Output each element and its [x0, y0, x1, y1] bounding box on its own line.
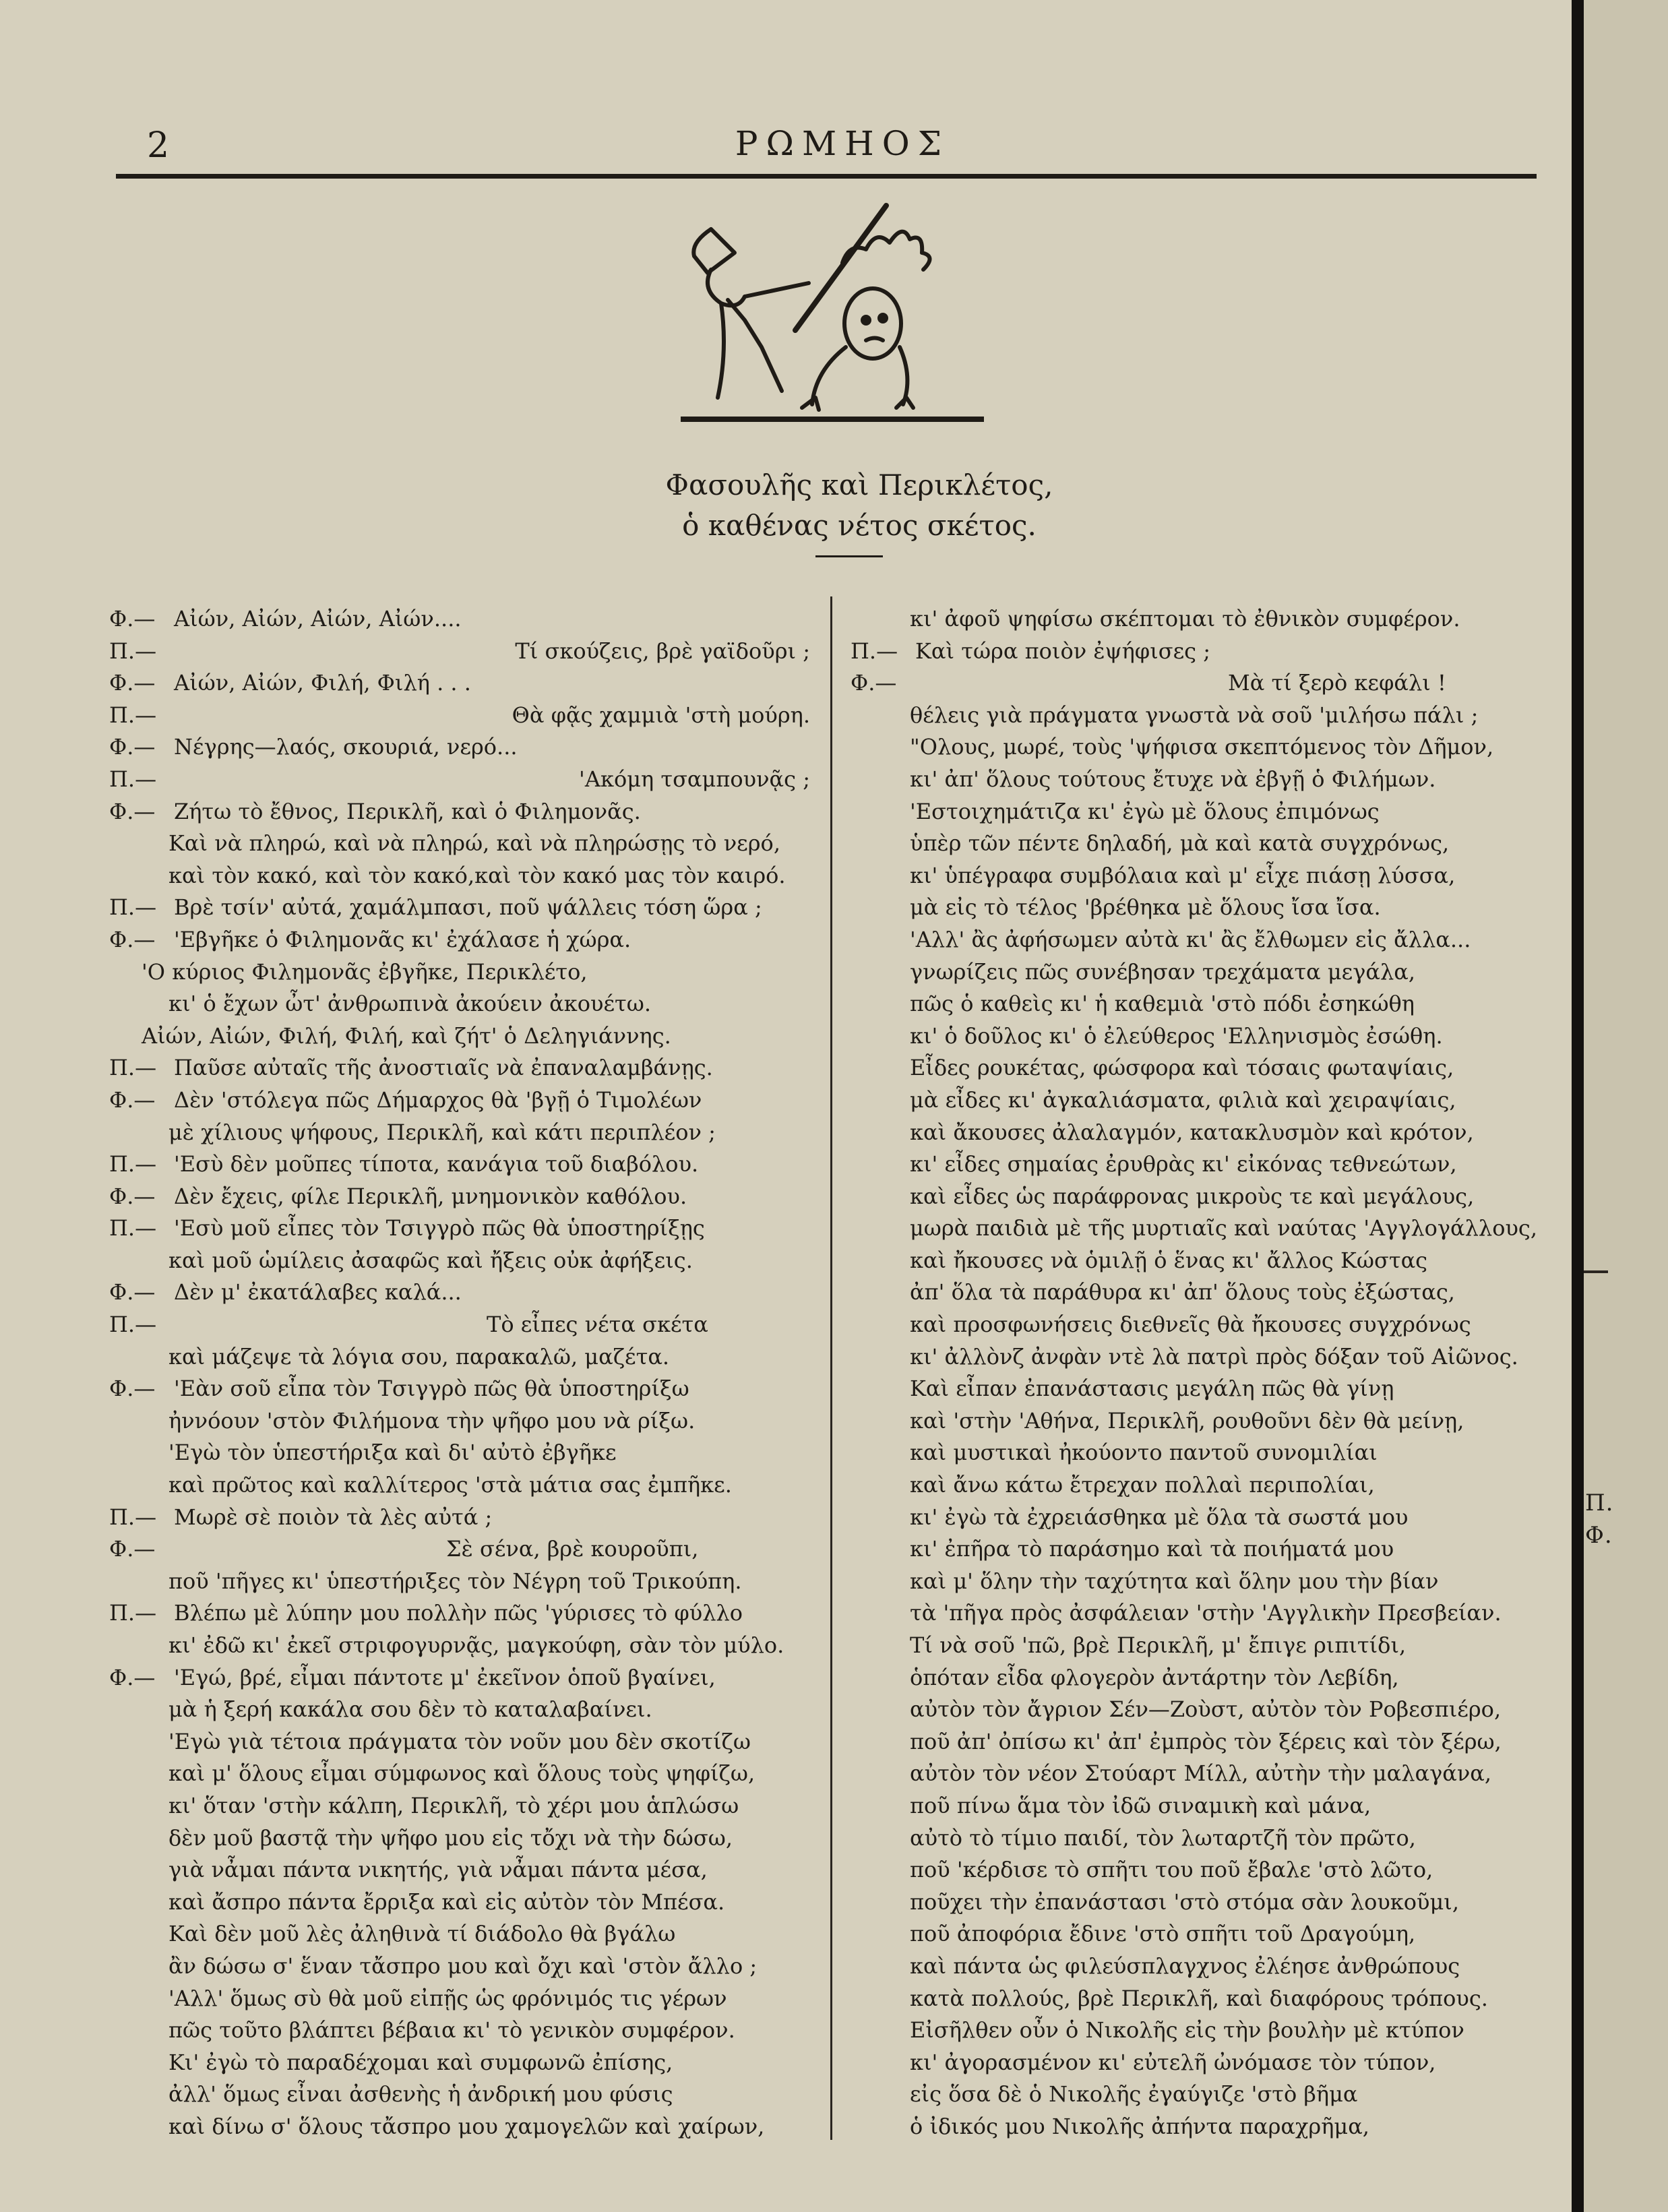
verse-line [851, 1502, 1551, 1534]
verse-line [851, 1212, 1551, 1245]
verse-line [109, 2111, 810, 2143]
speaker-label: Φ.— [109, 1376, 156, 1402]
speaker-label: Φ.— [109, 1664, 156, 1690]
verse-text: Βρὲ τσίν' αὐτά, χαμάλμπασι, ποῦ ψάλλεις τόση ὥρα ; [174, 894, 762, 921]
verse-line [109, 1373, 810, 1405]
verse-line [109, 1084, 810, 1117]
verse-line [109, 828, 810, 860]
verse-line [109, 1437, 810, 1469]
verse-text: κι' ἐπῆρα τὸ παράσημο καὶ τὰ ποιήματά μου [910, 1536, 1394, 1562]
next-page-speaker-2: Φ. [1585, 1522, 1613, 1549]
verse-line [109, 636, 810, 668]
verse-text: καὶ πρῶτος καὶ καλλίτερος 'στὰ μάτια σας ἐμπῆκε. [168, 1472, 732, 1498]
verse-text: αὐτὸν τὸν ἄγριον Σέν—Ζοὺστ, αὐτὸν τὸν Ροβεσπιέρο, [910, 1696, 1502, 1723]
verse-text: ποῦ ἀπ' ὀπίσω κι' ἀπ' ἐμπρὸς τὸν ξέρεις καὶ τὸν ξέρω, [910, 1728, 1502, 1754]
verse-line [109, 667, 810, 700]
verse-text: μωρὰ παιδιὰ μὲ τῆς μυρτιαῖς καὶ ναύτας 'Αγγλογάλλους, [910, 1215, 1537, 1241]
speaker-label: Π.— [109, 1151, 157, 1177]
verse-line [109, 1502, 810, 1534]
verse-line [851, 1052, 1551, 1084]
verse-text: κι' εἶδες σημαίας ἐρυθρὰς κι' εἰκόνας τεθνεώτων, [910, 1151, 1457, 1177]
verse-text: ἂν δώσω σ' ἕναν τἄσπρο μου καὶ ὄχι καὶ 'στὸν ἄλλο ; [168, 1953, 758, 1979]
verse-line [851, 1950, 1551, 1983]
binding-gutter [1572, 0, 1584, 2212]
verse-text: πῶς ὁ καθεὶς κι' ἡ καθεμιὰ 'στὸ πόδι ἐσηκώθη [910, 991, 1415, 1017]
verse-text: θέλεις γιὰ πράγματα γνωστὰ νὰ σοῦ 'μιλήσω πάλι ; [910, 702, 1479, 728]
speaker-label: Φ.— [109, 1086, 156, 1113]
verse-text-right: 'Ακόμη τσαμπουνᾷς ; [579, 766, 810, 792]
verse-line [109, 1983, 810, 2015]
right-column [851, 603, 1551, 2143]
verse-line [851, 636, 1551, 668]
verse-text: Τί νὰ σοῦ 'πῶ, βρὲ Περικλῆ, μ' ἔπιγε ριπιτίδι, [910, 1632, 1407, 1658]
verse-line [109, 1886, 810, 1919]
verse-text: τὰ 'πῆγα πρὸς ἀσφάλειαν 'στὴν 'Αγγλικὴν Πρεσβείαν. [910, 1600, 1502, 1626]
verse-text: μὰ ἡ ξερή κακάλα σου δὲν τὸ καταλαβαίνει. [168, 1696, 652, 1723]
verse-text: Καὶ εἶπαν ἐπανάστασις μεγάλη πῶς θὰ γίνῃ [910, 1376, 1394, 1402]
caption-line-2: ὁ καθένας νέτος σκέτος. [682, 509, 1037, 542]
verse-line [851, 1886, 1551, 1919]
journal-title: ΡΩΜΗΟΣ [735, 124, 950, 163]
next-page-speaker-1: Π. [1585, 1489, 1614, 1516]
verse-text: ἀλλ' ὅμως εἶναι ἀσθενὴς ἡ ἀνδρική μου φύσις [168, 2081, 673, 2108]
verse-text: 'Αλλ' ἂς ἀφήσωμεν αὐτὰ κι' ἂς ἔλθωμεν εἰς ἄλλα... [910, 926, 1471, 952]
verse-text: 'Εσὺ μοῦ εἶπες τὸν Τσιγγρὸ πῶς θὰ ὑποστηρίξῃς [174, 1215, 705, 1241]
verse-line [109, 1117, 810, 1149]
verse-line [109, 1918, 810, 1950]
verse-text: καὶ ἄσπρο πάντα ἔρριξα καὶ εἰς αὐτὸν τὸν Μπέσα. [168, 1888, 725, 1915]
verse-text: πῶς τοῦτο βλάπτει βέβαια κι' τὸ γενικὸν συμφέρον. [168, 2017, 735, 2044]
verse-text: κατὰ πολλούς, βρὲ Περικλῆ, καὶ διαφόρους τρόπους. [910, 1985, 1488, 2011]
verse-line [109, 2015, 810, 2047]
verse-line [109, 1277, 810, 1309]
verse-text: Εἰσῆλθεν οὖν ὁ Νικολῆς εἰς τὴν βουλὴν μὲ κτύπον [910, 2017, 1464, 2044]
verse-line [109, 1758, 810, 1790]
verse-text: ποῦ πίνω ἅμα τὸν ἰδῶ σιναμικὴ καὶ μάνα, [910, 1792, 1371, 1818]
verse-text: εἰς ὅσα δὲ ὁ Νικολῆς ἐγαύγιζε 'στὸ βῆμα [910, 2081, 1358, 2108]
speaker-label: Π.— [851, 638, 898, 664]
verse-line [109, 1245, 810, 1277]
verse-text: Αἰών, Αἰών, Φιλή, Φιλή, καὶ ζήτ' ὁ Δεληγιάννης. [142, 1022, 671, 1049]
verse-text: ὁπόταν εἶδα φλογερὸν ἀντάρτην τὸν Λεβίδη, [910, 1664, 1399, 1690]
verse-text: κι' ὅταν 'στὴν κάλπη, Περικλῆ, τὸ χέρι μου ἁπλώσω [168, 1792, 739, 1818]
verse-line [851, 1181, 1551, 1213]
verse-text: κι' ἀπ' ὅλους τούτους ἔτυχε νὰ ἐβγῇ ὁ Φιλήμων. [910, 766, 1436, 792]
verse-text: καὶ εἶδες ὡς παράφρονας μικροὺς τε καὶ μεγάλους, [910, 1183, 1475, 1209]
verse-text: ὑπὲρ τῶν πέντε δηλαδή, μὰ καὶ κατὰ συγχρόνως, [910, 830, 1450, 857]
verse-text: Καὶ τώρα ποιὸν ἐψήφισες ; [915, 638, 1211, 664]
verse-text: Αἰών, Αἰών, Αἰών, Αἰών.... [174, 606, 462, 632]
verse-text: ποῦχει τὴν ἐπανάστασι 'στὸ στόμα σὰν λουκοῦμι, [910, 1888, 1460, 1915]
speaker-label: Φ.— [109, 1183, 156, 1209]
verse-text: 'Εγὼ τὸν ὑπεστήριξα καὶ δι' αὐτὸ ἐβγῆκε [168, 1440, 617, 1466]
verse-line [109, 1566, 810, 1598]
verse-line [851, 1566, 1551, 1598]
verse-line [851, 667, 1551, 700]
verse-line [109, 1694, 810, 1726]
verse-line [851, 2015, 1551, 2047]
verse-line [109, 700, 810, 732]
verse-line [109, 956, 810, 989]
verse-line [109, 1822, 810, 1855]
header-rule [116, 174, 1537, 179]
speaker-label: Π.— [109, 638, 157, 664]
verse-text: καὶ μοῦ ὡμίλεις ἀσαφῶς καὶ ἤξεις οὐκ ἀφήξεις. [168, 1247, 693, 1273]
verse-line [851, 956, 1551, 989]
next-page-edge [1584, 0, 1668, 2212]
verse-line [109, 1341, 810, 1374]
verse-text: αὐτὸν τὸν νέον Στούαρτ Μίλλ, αὐτὴν τὴν μαλαγάνα, [910, 1760, 1492, 1787]
verse-text: ἀπ' ὅλα τὰ παράθυρα κι' ἀπ' ὅλους τοὺς ἐξώστας, [910, 1279, 1455, 1305]
verse-line [851, 1694, 1551, 1726]
speaker-label: Φ.— [109, 1279, 156, 1305]
verse-line [851, 1790, 1551, 1822]
verse-line [851, 1020, 1551, 1053]
verse-line [851, 1918, 1551, 1950]
speaker-label: Φ.— [851, 670, 897, 696]
verse-text: κι' ἐδῶ κι' ἐκεῖ στριφογυρνᾷς, μαγκούφη, σὰν τὸν μύλο. [168, 1632, 784, 1658]
verse-text: ἠννόουν 'στὸν Φιλήμονα τὴν ψῆφο μου νὰ ρίξω. [168, 1407, 696, 1434]
verse-line [109, 924, 810, 956]
verse-text-right: Τί σκούζεις, βρὲ γαϊδοῦρι ; [515, 638, 810, 664]
verse-text-right: Θὰ φᾷς χαμμιὰ 'στὴ μούρη. [512, 702, 810, 728]
verse-line [109, 1597, 810, 1630]
verse-text: Ζήτω τὸ ἔθνος, Περικλῆ, καὶ ὁ Φιλημονᾶς. [174, 798, 641, 824]
verse-text: καὶ δίνω σ' ὅλους τἄσπρο μου χαμογελῶν καὶ χαίρων, [168, 2113, 765, 2139]
verse-text-right: Τὸ εἶπες νέτα σκέτα [487, 1312, 708, 1338]
verse-line [109, 988, 810, 1020]
speaker-label: Φ.— [109, 734, 156, 760]
verse-text: μὲ χίλιους ψήφους, Περικλῆ, καὶ κάτι περιπλέον ; [168, 1119, 716, 1145]
verse-line [851, 828, 1551, 860]
verse-text: καὶ μυστικαὶ ἠκούοντο παντοῦ συνομιλίαι [910, 1440, 1378, 1466]
verse-line [851, 1148, 1551, 1181]
verse-text: ποῦ ἀποφόρια ἔδινε 'στὸ σπῆτι τοῦ Δραγούμη, [910, 1921, 1416, 1947]
verse-line [851, 1469, 1551, 1502]
verse-line [851, 1597, 1551, 1630]
verse-line [851, 1405, 1551, 1438]
verse-line [851, 924, 1551, 956]
cartoon-caption [607, 465, 1112, 546]
verse-line [109, 1405, 810, 1438]
verse-line [851, 860, 1551, 892]
verse-text: Δὲν ἔχεις, φίλε Περικλῆ, μνημονικὸν καθόλου. [174, 1183, 687, 1209]
verse-text: Δὲν 'στόλεγα πῶς Δήμαρχος θὰ 'βγῇ ὁ Τιμολέων [174, 1086, 702, 1113]
verse-line [109, 1181, 810, 1213]
verse-line [851, 764, 1551, 796]
verse-line [109, 2079, 810, 2111]
verse-line [851, 731, 1551, 764]
cartoon-illustration [681, 202, 984, 435]
verse-line [851, 1854, 1551, 1886]
verse-line [109, 1630, 810, 1662]
verse-text: καὶ μ' ὅλην τὴν ταχύτητα καὶ ὅλην μου τὴν βίαν [910, 1568, 1439, 1594]
verse-text: 'Εγὼ γιὰ τέτοια πράγματα τὸν νοῦν μου δὲν σκοτίζω [168, 1728, 751, 1754]
verse-line [851, 2047, 1551, 2079]
speaker-label: Π.— [109, 1312, 157, 1338]
verse-text: καὶ μάζεψε τὰ λόγια σου, παρακαλῶ, μαζέτα. [168, 1343, 670, 1370]
verse-line [109, 2047, 810, 2079]
verse-line [109, 603, 810, 636]
speaker-label: Π.— [109, 1055, 157, 1081]
verse-text: καὶ ἄκουσες ἀλαλαγμόν, κατακλυσμὸν καὶ κρότον, [910, 1119, 1474, 1145]
verse-line [851, 603, 1551, 636]
speaker-label: Π.— [109, 1504, 157, 1530]
verse-line [109, 1950, 810, 1983]
verse-line [851, 1630, 1551, 1662]
verse-text: κι' ἀφοῦ ψηφίσω σκέπτομαι τὸ ἐθνικὸν συμφέρον. [910, 606, 1460, 632]
verse-text: γνωρίζεις πῶς συνέβησαν τρεχάματα μεγάλα, [910, 958, 1416, 985]
verse-line [851, 1533, 1551, 1566]
verse-text: ποῦ 'κέρδισε τὸ σπῆτι του ποῦ ἔβαλε 'στὸ λῶτο, [910, 1857, 1433, 1883]
verse-line [109, 1052, 810, 1084]
verse-text: Μωρὲ σὲ ποιὸν τὰ λὲς αὐτά ; [174, 1504, 493, 1530]
verse-line [109, 764, 810, 796]
verse-line [851, 1373, 1551, 1405]
verse-line [109, 1469, 810, 1502]
verse-line [851, 2079, 1551, 2111]
verse-text: γιὰ νἆμαι πάντα νικητής, γιὰ νἆμαι πάντα μέσα, [168, 1857, 708, 1883]
verse-line [109, 1212, 810, 1245]
verse-text: κι' ἀγορασμένον κι' εὐτελῆ ὠνόμασε τὸν τύπον, [910, 2049, 1436, 2075]
verse-line [851, 988, 1551, 1020]
verse-line [851, 1341, 1551, 1374]
verse-text: αὐτὸ τὸ τίμιο παιδί, τὸν λωταρτζῆ τὸν πρῶτο, [910, 1824, 1416, 1851]
speaker-label: Φ.— [109, 926, 156, 952]
verse-line [851, 1983, 1551, 2015]
verse-text: ὁ ἰδικός μου Νικολῆς ἀπήντα παραχρῆμα, [910, 2113, 1369, 2139]
verse-line [851, 892, 1551, 924]
verse-text: δὲν μοῦ βαστᾷ τὴν ψῆφο μου εἰς τὄχι νὰ τὴν δώσω, [168, 1824, 733, 1851]
verse-line [851, 1309, 1551, 1341]
speaker-label: Π.— [109, 1215, 157, 1241]
verse-text: 'Εβγῆκε ὁ Φιλημονᾶς κι' ἐχάλασε ἡ χώρα. [174, 926, 631, 952]
verse-text: κι' ὁ ἔχων ὦτ' ἀνθρωπινὰ ἀκούειν ἀκουέτω. [168, 991, 651, 1017]
verse-text: καὶ ἤκουσες νὰ ὁμιλῇ ὁ ἕνας κι' ἄλλος Κώστας [910, 1247, 1428, 1273]
verse-line [851, 1726, 1551, 1758]
verse-text: Δὲν μ' ἐκατάλαβες καλά... [174, 1279, 462, 1305]
verse-text: καὶ τὸν κακό, καὶ τὸν κακό,καὶ τὸν κακό μας τὸν καιρό. [168, 862, 786, 888]
page-number: 2 [147, 125, 170, 166]
verse-text: 'Εστοιχημάτιζα κι' ἐγὼ μὲ ὅλους ἐπιμόνως [910, 798, 1380, 824]
verse-line [109, 1020, 810, 1053]
verse-line [851, 1822, 1551, 1855]
verse-text: "Ολους, μωρέ, τοὺς 'ψήφισα σκεπτόμενος τὸν Δῆμον, [910, 734, 1494, 760]
verse-text: καὶ ἄνω κάτω ἔτρεχαν πολλαὶ περιπολίαι, [910, 1472, 1375, 1498]
verse-line [851, 796, 1551, 828]
verse-line [851, 700, 1551, 732]
verse-text-right: Σὲ σένα, βρὲ κουροῦπι, [446, 1536, 699, 1562]
verse-line [109, 1726, 810, 1758]
verse-text: ποῦ 'πῆγες κι' ὑπεστήριξες τὸν Νέγρη τοῦ Τρικούπη. [168, 1568, 742, 1594]
verse-text: κι' ἀλλὸνζ ἀνφὰν ντὲ λὰ πατρὶ πρὸς δόξαν τοῦ Αἰῶνος. [910, 1343, 1518, 1370]
verse-text: Βλέπω μὲ λύπην μου πολλὴν πῶς 'γύρισες τὸ φύλλο [174, 1600, 743, 1626]
verse-text: καὶ μ' ὅλους εἶμαι σύμφωνος καὶ ὅλους τοὺς ψηφίζω, [168, 1760, 755, 1787]
verse-line [851, 1245, 1551, 1277]
verse-text: κι' ὁ δοῦλος κι' ὁ ἐλεύθερος 'Ελληνισμὸς ἐσώθη. [910, 1022, 1443, 1049]
verse-text: 'Εγώ, βρέ, εἶμαι πάντοτε μ' ἐκεῖνον ὁποῦ βγαίνει, [174, 1664, 716, 1690]
speaker-label: Π.— [109, 1600, 157, 1626]
speaker-label: Π.— [109, 766, 157, 792]
speaker-label: Π.— [109, 702, 157, 728]
verse-text: μὰ εἰς τὸ τέλος 'βρέθηκα μὲ ὅλους ἴσα ἴσα. [910, 894, 1381, 921]
verse-text: καὶ πάντα ὡς φιλεύσπλαγχνος ἐλέησε ἀνθρώπους [910, 1953, 1460, 1979]
left-column [109, 603, 810, 2143]
verse-text: Καὶ νὰ πληρώ, καὶ νὰ πληρώ, καὶ νὰ πληρώσῃς τὸ νερό, [168, 830, 780, 857]
speaker-label: Φ.— [109, 606, 156, 632]
speaker-label: Φ.— [109, 1536, 156, 1562]
verse-text: καὶ προσφωνήσεις διεθνεῖς θὰ ἤκουσες συγχρόνως [910, 1312, 1471, 1338]
verse-text: 'Αλλ' ὅμως σὺ θὰ μοῦ εἰπῇς ὡς φρόνιμός τις γέρων [168, 1985, 727, 2011]
verse-text: 'Εσὺ δὲν μοῦπες τίποτα, κανάγια τοῦ διαβόλου. [174, 1151, 699, 1177]
verse-line [851, 1277, 1551, 1309]
caption-rule [815, 555, 883, 557]
column-divider [830, 596, 832, 2140]
verse-line [109, 860, 810, 892]
verse-line [851, 1437, 1551, 1469]
verse-line [109, 796, 810, 828]
verse-text-right: Μὰ τί ξερὸ κεφάλι ! [1228, 670, 1446, 696]
verse-text: 'Εὰν σοῦ εἶπα τὸν Τσιγγρὸ πῶς θὰ ὑποστηρίξω [174, 1376, 689, 1402]
speaker-label: Π.— [109, 894, 157, 921]
verse-line [109, 892, 810, 924]
caption-line-1: Φασουλῆς καὶ Περικλέτος, [665, 468, 1053, 501]
verse-line [109, 1148, 810, 1181]
verse-line [109, 1662, 810, 1694]
verse-text: μὰ εἶδες κι' ἀγκαλιάσματα, φιλιὰ καὶ χειραψίαις, [910, 1086, 1456, 1113]
verse-text: Αἰών, Αἰών, Φιλή, Φιλή . . . [174, 670, 471, 696]
verse-text: κι' ἐγὼ τὰ ἐχρειάσθηκα μὲ ὅλα τὰ σωστά μου [910, 1504, 1409, 1530]
verse-line [109, 731, 810, 764]
verse-text: 'Ο κύριος Φιλημονᾶς ἐβγῆκε, Περικλέτο, [142, 958, 588, 985]
verse-line [851, 1662, 1551, 1694]
speaker-label: Φ.— [109, 798, 156, 824]
verse-line [851, 2111, 1551, 2143]
verse-text: Παῦσε αὐταῖς τῆς ἀνοστιαῖς νὰ ἐπαναλαμβάνῃς. [174, 1055, 713, 1081]
verse-line [851, 1117, 1551, 1149]
verse-line [109, 1854, 810, 1886]
verse-line [109, 1533, 810, 1566]
next-page-rule [1584, 1270, 1608, 1273]
verse-line [851, 1084, 1551, 1117]
verse-line [109, 1790, 810, 1822]
verse-text: Εἶδες ρουκέτας, φώσφορα καὶ τόσαις φωταψίαις, [910, 1055, 1454, 1081]
verse-text: κι' ὑπέγραφα συμβόλαια καὶ μ' εἶχε πιάσῃ λύσσα, [910, 862, 1456, 888]
verse-text: Καὶ δὲν μοῦ λὲς ἀληθινὰ τί διάδολο θὰ βγάλω [168, 1921, 676, 1947]
speaker-label: Φ.— [109, 670, 156, 696]
verse-text: Νέγρης—λαός, σκουριά, νερό... [174, 734, 518, 760]
verse-line [851, 1758, 1551, 1790]
verse-text: καὶ 'στὴν 'Αθήνα, Περικλῆ, ρουθοῦνι δὲν θὰ μείνῃ, [910, 1407, 1464, 1434]
verse-text: Κι' ἐγὼ τὸ παραδέχομαι καὶ συμφωνῶ ἐπίσης, [168, 2049, 673, 2075]
verse-line [109, 1309, 810, 1341]
